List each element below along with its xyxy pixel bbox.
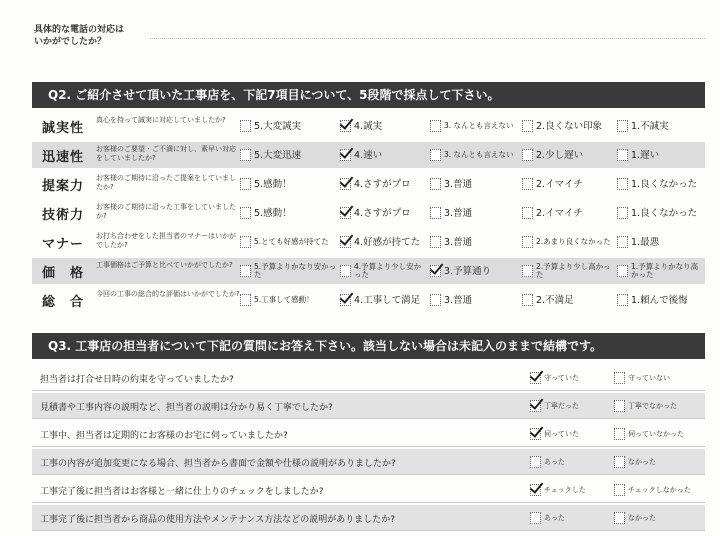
checkbox[interactable] <box>522 265 533 277</box>
q2-option-label: 4.速い <box>354 149 383 161</box>
q2-option-label: 5.とても好感が持てた <box>254 237 329 246</box>
checkbox[interactable] <box>530 484 541 496</box>
checkbox[interactable] <box>240 294 251 306</box>
q3-row <box>32 365 705 391</box>
q3-option-label: 伺っていなかった <box>628 429 684 438</box>
checkbox[interactable] <box>340 294 351 306</box>
q3-row <box>32 505 705 531</box>
checkbox[interactable] <box>522 120 533 132</box>
q2-option-label: 2.イマイチ <box>536 207 583 219</box>
q2-option-label: 2.イマイチ <box>536 178 583 190</box>
q2-option[interactable] <box>617 229 659 255</box>
checkbox[interactable] <box>340 149 351 161</box>
checkbox[interactable] <box>530 456 541 468</box>
checkbox[interactable] <box>614 372 625 384</box>
q2-option-label: 4.予算より少し安かった <box>354 262 422 279</box>
q2-row <box>32 229 705 255</box>
checkbox[interactable] <box>340 265 351 277</box>
q3-question: 担当者は打合せ日時の約束を守っていましたか? <box>40 375 234 385</box>
q2-option-label: 3.予算通り <box>444 265 492 277</box>
q2-option-label: 3. なんとも言えない <box>444 121 514 130</box>
checkbox[interactable] <box>614 400 625 412</box>
checkbox[interactable] <box>617 120 628 132</box>
q3-option[interactable] <box>530 477 586 502</box>
q2-option[interactable] <box>522 171 583 197</box>
q3-row <box>32 449 705 475</box>
q2-option[interactable] <box>430 258 491 284</box>
q2-row-description: お客様のご要望・ご不満に対し、素早い対応をしていましたか? <box>96 145 236 162</box>
checkbox[interactable] <box>430 294 441 306</box>
q2-row-description: 今回の工事の総合的な評価はいかがでしたか? <box>96 290 240 298</box>
q3-option-label: 守っていない <box>628 373 670 382</box>
q3-option[interactable] <box>614 449 656 474</box>
q2-row-label: 技術力 <box>42 208 85 223</box>
q2-option-label: 2.予算より少し高かった <box>536 262 611 279</box>
q3-row <box>32 477 705 503</box>
q2-option[interactable] <box>430 171 472 197</box>
q2-row-label: 価 格 <box>42 266 85 281</box>
q3-option-label: あった <box>544 513 565 522</box>
q2-row-description: お打ち合わせをした担当者のマナーはいかがでしたか? <box>96 232 236 249</box>
checkbox[interactable] <box>430 236 441 248</box>
q2-option[interactable] <box>430 200 472 226</box>
q2-option[interactable] <box>240 287 314 313</box>
q3-option[interactable] <box>530 449 565 474</box>
checkbox[interactable] <box>614 456 625 468</box>
q2-row-description: お客様のご期待に沿ったご提案をしていましたか? <box>96 174 236 191</box>
q2-option[interactable] <box>617 113 669 139</box>
checkbox[interactable] <box>340 120 351 132</box>
q2-option[interactable] <box>340 200 411 226</box>
q2-header: Q2. ご紹介させて頂いた工事店を、下記7項目について、5段階で採点して下さい。 <box>32 82 705 108</box>
intro-line-1: 具体的な電話の対応は <box>34 25 125 35</box>
q2-option-label: 3. なんとも言えない <box>444 150 514 159</box>
checkbox[interactable] <box>617 207 628 219</box>
q2-option-label: 4.さすがプロ <box>354 178 411 190</box>
q3-option-label: チェックした <box>544 485 586 494</box>
q2-option-label: 4.さすがプロ <box>354 207 411 219</box>
q2-row-description: 真心を持って誠実に対応していましたか? <box>96 116 226 124</box>
q2-option[interactable] <box>430 113 514 139</box>
q2-option[interactable] <box>617 200 697 226</box>
q2-row <box>32 142 705 168</box>
q3-question: 工事の内容が追加変更になる場合、担当者から書面で金額や仕様の説明がありましたか? <box>40 459 396 469</box>
q3-option[interactable] <box>530 505 565 530</box>
q2-option[interactable] <box>430 142 514 168</box>
q2-row-label: マナー <box>42 237 85 252</box>
q2-option[interactable] <box>240 229 329 255</box>
q3-option-label: 丁寧でなかった <box>628 401 677 410</box>
q3-option-label: 丁寧だった <box>544 401 579 410</box>
q2-option[interactable] <box>240 258 338 284</box>
checkbox[interactable] <box>430 207 441 219</box>
checkbox[interactable] <box>617 178 628 190</box>
q3-question: 見積書や工事内容の説明など、担当者の説明は分かり易く丁寧でしたか? <box>40 403 333 413</box>
q2-option-label: 3.普通 <box>444 236 473 248</box>
q2-option-label: 3.普通 <box>444 294 473 306</box>
q2-option[interactable] <box>617 258 705 284</box>
q3-header: Q3. 工事店の担当者について下記の質問にお答え下さい。該当しない場合は未記入のままで結構です。 <box>32 333 705 359</box>
q3-question: 工事中、担当者は定期的にお客様のお宅に伺っていましたか? <box>40 431 288 441</box>
q3-option-label: チェックしなかった <box>628 485 691 494</box>
checkbox[interactable] <box>240 265 251 277</box>
q2-option-label: 5.大変迅速 <box>254 149 302 161</box>
q3-question: 工事完了後に担当者から商品の使用方法やメンテナンス方法などの説明がありましたか? <box>40 515 396 525</box>
q3-question: 工事完了後に担当者はお客様と一緒に仕上りのチェックをしましたか? <box>40 487 324 497</box>
checkbox[interactable] <box>530 400 541 412</box>
q2-row-label: 迅速性 <box>42 150 85 165</box>
q2-row-description: お客様のご期待に沿った工事をしていましたか? <box>96 203 236 220</box>
q3-option-label: なかった <box>628 457 656 466</box>
q2-option[interactable] <box>522 200 583 226</box>
q2-option-label: 5.予算よりかなり安かった <box>254 262 337 279</box>
checkbox[interactable] <box>522 178 533 190</box>
intro-divider <box>150 38 705 39</box>
q2-option-label: 3.普通 <box>444 207 473 219</box>
q3-option-label: 伺っていた <box>544 429 579 438</box>
checkbox[interactable] <box>240 120 251 132</box>
checkbox[interactable] <box>617 149 628 161</box>
q2-option[interactable] <box>617 142 659 168</box>
q2-option-label: 1.不誠実 <box>631 120 669 132</box>
checkbox[interactable] <box>430 120 441 132</box>
q2-option[interactable] <box>430 229 472 255</box>
q2-option[interactable] <box>240 142 301 168</box>
q2-row-label: 誠実性 <box>42 121 85 136</box>
q2-option-label: 1.最悪 <box>631 236 660 248</box>
q2-option[interactable] <box>240 113 301 139</box>
checkbox[interactable] <box>240 178 251 190</box>
q2-option[interactable] <box>522 287 574 313</box>
checkbox[interactable] <box>530 428 541 440</box>
checkbox[interactable] <box>530 372 541 384</box>
q3-row <box>32 421 705 447</box>
q2-option[interactable] <box>522 113 602 139</box>
q2-option-label: 3.普通 <box>444 178 473 190</box>
q3-option[interactable] <box>530 365 579 390</box>
q2-option[interactable] <box>340 258 428 284</box>
q2-option[interactable] <box>340 229 420 255</box>
q3-option-label: 守っていた <box>544 373 579 382</box>
q2-row <box>32 200 705 226</box>
q2-row <box>32 113 705 139</box>
q2-option-label: 2.あまり良くなかった <box>536 237 611 246</box>
q2-option[interactable] <box>340 142 382 168</box>
q2-option-label: 4.誠実 <box>354 120 383 132</box>
q2-option-label: 2.少し遅い <box>536 149 584 161</box>
checkbox[interactable] <box>522 294 533 306</box>
q2-option[interactable] <box>522 142 583 168</box>
checkbox[interactable] <box>340 178 351 190</box>
q2-option[interactable] <box>617 287 688 313</box>
q2-option-label: 2.不満足 <box>536 294 574 306</box>
checkbox[interactable] <box>340 236 351 248</box>
q2-option[interactable] <box>340 113 382 139</box>
q2-row <box>32 171 705 197</box>
checkbox[interactable] <box>522 207 533 219</box>
checkbox[interactable] <box>240 236 251 248</box>
checkbox[interactable] <box>614 512 625 524</box>
q3-option[interactable] <box>530 393 579 418</box>
q2-option[interactable] <box>240 200 292 226</box>
checkbox[interactable] <box>617 294 628 306</box>
checkbox[interactable] <box>530 512 541 524</box>
q2-option[interactable] <box>340 287 420 313</box>
q2-option-label: 5.大変誠実 <box>254 120 302 132</box>
q2-row-label: 提案力 <box>42 179 85 194</box>
q2-option-label: 1.良くなかった <box>631 207 698 219</box>
checkbox[interactable] <box>240 207 251 219</box>
q2-option-label: 1.予算よりかなり高かった <box>631 262 699 279</box>
intro-question <box>34 24 124 48</box>
q2-option-label: 1.遅い <box>631 149 660 161</box>
q2-option-label: 5.工事して感動！ <box>254 295 314 304</box>
q2-option[interactable] <box>522 229 611 255</box>
q2-option-label: 4.工事して満足 <box>354 294 421 306</box>
q3-option[interactable] <box>614 505 656 530</box>
q2-option-label: 1.良くなかった <box>631 178 698 190</box>
q2-row-label: 総 合 <box>42 295 85 310</box>
q2-option-label: 5.感動！ <box>254 178 292 190</box>
q2-option-label: 4.好感が持てた <box>354 236 421 248</box>
q2-option-label: 1.頼んで後悔 <box>631 294 688 306</box>
checkbox[interactable] <box>430 265 441 277</box>
checkbox[interactable] <box>614 484 625 496</box>
checkbox[interactable] <box>430 149 441 161</box>
q2-option-label: 2.良くない印象 <box>536 120 603 132</box>
checkbox[interactable] <box>614 428 625 440</box>
q3-option-label: なかった <box>628 513 656 522</box>
intro-line-2: いかがでしたか？ <box>34 37 107 47</box>
q2-option[interactable] <box>430 287 472 313</box>
q3-option-label: あった <box>544 457 565 466</box>
q2-row <box>32 258 705 284</box>
checkbox[interactable] <box>522 236 533 248</box>
checkbox[interactable] <box>617 265 628 277</box>
checkbox[interactable] <box>340 207 351 219</box>
checkbox[interactable] <box>617 236 628 248</box>
q3-option[interactable] <box>614 365 670 390</box>
q2-row <box>32 287 705 313</box>
checkbox[interactable] <box>522 149 533 161</box>
q2-option-label: 5.感動！ <box>254 207 292 219</box>
q2-option[interactable] <box>340 171 411 197</box>
q3-option[interactable] <box>614 421 684 446</box>
checkbox[interactable] <box>240 149 251 161</box>
q2-row-description: 工事価格はご予算と比べていかがでしたか? <box>96 261 233 269</box>
q2-option[interactable] <box>522 258 615 284</box>
q3-option[interactable] <box>530 421 579 446</box>
q2-option[interactable] <box>240 171 292 197</box>
q3-row <box>32 393 705 419</box>
q3-option[interactable] <box>614 393 677 418</box>
q2-option[interactable] <box>617 171 697 197</box>
checkbox[interactable] <box>430 178 441 190</box>
q3-option[interactable] <box>614 477 691 502</box>
